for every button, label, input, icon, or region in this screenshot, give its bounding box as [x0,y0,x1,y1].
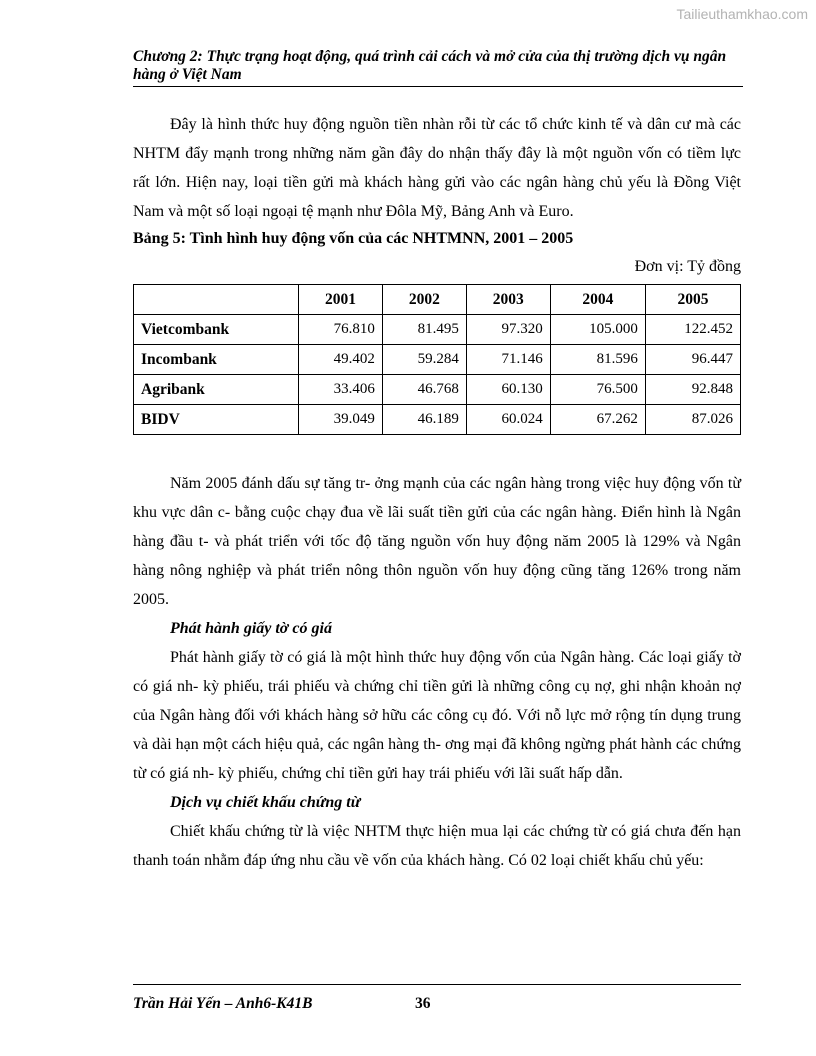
table-cell: 46.768 [382,375,466,405]
table-row [134,405,741,435]
paragraph-valuable-papers: Phát hành giấy tờ có giá là một hình thức huy động vốn của Ngân hàng. Các loại giấy tờ có giá nh- kỳ phiếu, trái phiếu và chứng chỉ tiền gửi là những công cụ nợ, ghi nhận khoản nợ của Ngân hàng đối với khách hàng sở hữu các công cụ đó. Với nỗ lực mở rộng tín dụng trung và dài hạn một cách hiệu quả, các ngân hàng th- ơng mại đã không ngừng phát hành các chứng từ có giá nh- kỳ phiếu, chứng chỉ tiền gửi hay trái phiếu với lãi suất hấp dẫn. [133,649,741,782]
table-cell: 76.500 [550,375,645,405]
table-cell: 96.447 [645,345,740,375]
table-cell: 87.026 [645,405,740,435]
table-header-row [134,285,741,315]
table-cell: 76.810 [299,315,383,345]
bank-name: Incombank [134,345,299,375]
table-cell: 105.000 [550,315,645,345]
page-content [133,110,741,875]
paragraph-discount-service: Chiết khấu chứng từ là việc NHTM thực hiện mua lại các chứng từ có giá chưa đến hạn thanh toán nhằm đáp ứng nhu cầu về vốn của khách hàng. Có 02 loại chiết khấu chủ yếu: [133,823,741,869]
bank-name: Agribank [134,375,299,405]
year-header: 2003 [466,285,550,315]
bank-name: Vietcombank [134,315,299,345]
table-unit: Đơn vị: Tỷ đồng [634,258,741,275]
table-row [134,375,741,405]
subheading-valuable-papers: Phát hành giấy tờ có giá [170,620,332,637]
table-cell: 60.024 [466,405,550,435]
header-blank-cell [134,285,299,315]
table-cell: 49.402 [299,345,383,375]
page-footer [133,984,741,1013]
watermark: Tailieuthamkhao.com [676,6,808,22]
page-number: 36 [415,995,431,1012]
paragraph-deposits: Đây là hình thức huy động nguồn tiền nhàn rỗi từ các tổ chức kinh tế và dân cư mà các NHTM đẩy mạnh trong những năm gần đây do nhận thấy đây là một nguồn vốn có tiềm lực rất lớn. Hiện nay, loại tiền gửi mà khách hàng gửi vào các ngân hàng chủ yếu là Đồng Việt Nam và một số loại ngoại tệ mạnh như Đôla Mỹ, Bảng Anh và Euro. [133,116,741,220]
table-cell: 81.596 [550,345,645,375]
table-cell: 81.495 [382,315,466,345]
table-cell: 71.146 [466,345,550,375]
table-cell: 67.262 [550,405,645,435]
table-cell: 92.848 [645,375,740,405]
table-cell: 122.452 [645,315,740,345]
table-cell: 39.049 [299,405,383,435]
footer-author: Trần Hải Yến – Anh6-K41B [133,995,313,1012]
table-title: Bảng 5: Tình hình huy động vốn của các NHTMNN, 2001 – 2005 [133,230,574,247]
year-header: 2005 [645,285,740,315]
table-row [134,315,741,345]
capital-mobilization-table [133,284,741,435]
table-cell: 59.284 [382,345,466,375]
bank-name: BIDV [134,405,299,435]
year-header: 2002 [382,285,466,315]
subheading-discount-service: Dịch vụ chiết khấu chứng từ [170,794,361,811]
year-header: 2004 [550,285,645,315]
table-cell: 60.130 [466,375,550,405]
paragraph-2005: Năm 2005 đánh dấu sự tăng tr- ởng mạnh của các ngân hàng trong việc huy động vốn từ khu vực dân c- bằng cuộc chạy đua về lãi suất tiền gửi của các ngân hàng. Điển hình là Ngân hàng đầu t- và phát triển với tốc độ tăng nguồn vốn huy động năm 2005 là 129% và Ngân hàng nông nghiệp và phát triển nông thôn nguồn vốn huy động cũng tăng 126% trong năm 2005. [133,475,741,608]
table-row [134,345,741,375]
chapter-header: Chương 2: Thực trạng hoạt động, quá trình cải cách và mở cửa của thị trường dịch vụ ngân hàng ở Việt Nam [133,48,743,87]
table-cell: 97.320 [466,315,550,345]
table-cell: 46.189 [382,405,466,435]
year-header: 2001 [299,285,383,315]
table-cell: 33.406 [299,375,383,405]
